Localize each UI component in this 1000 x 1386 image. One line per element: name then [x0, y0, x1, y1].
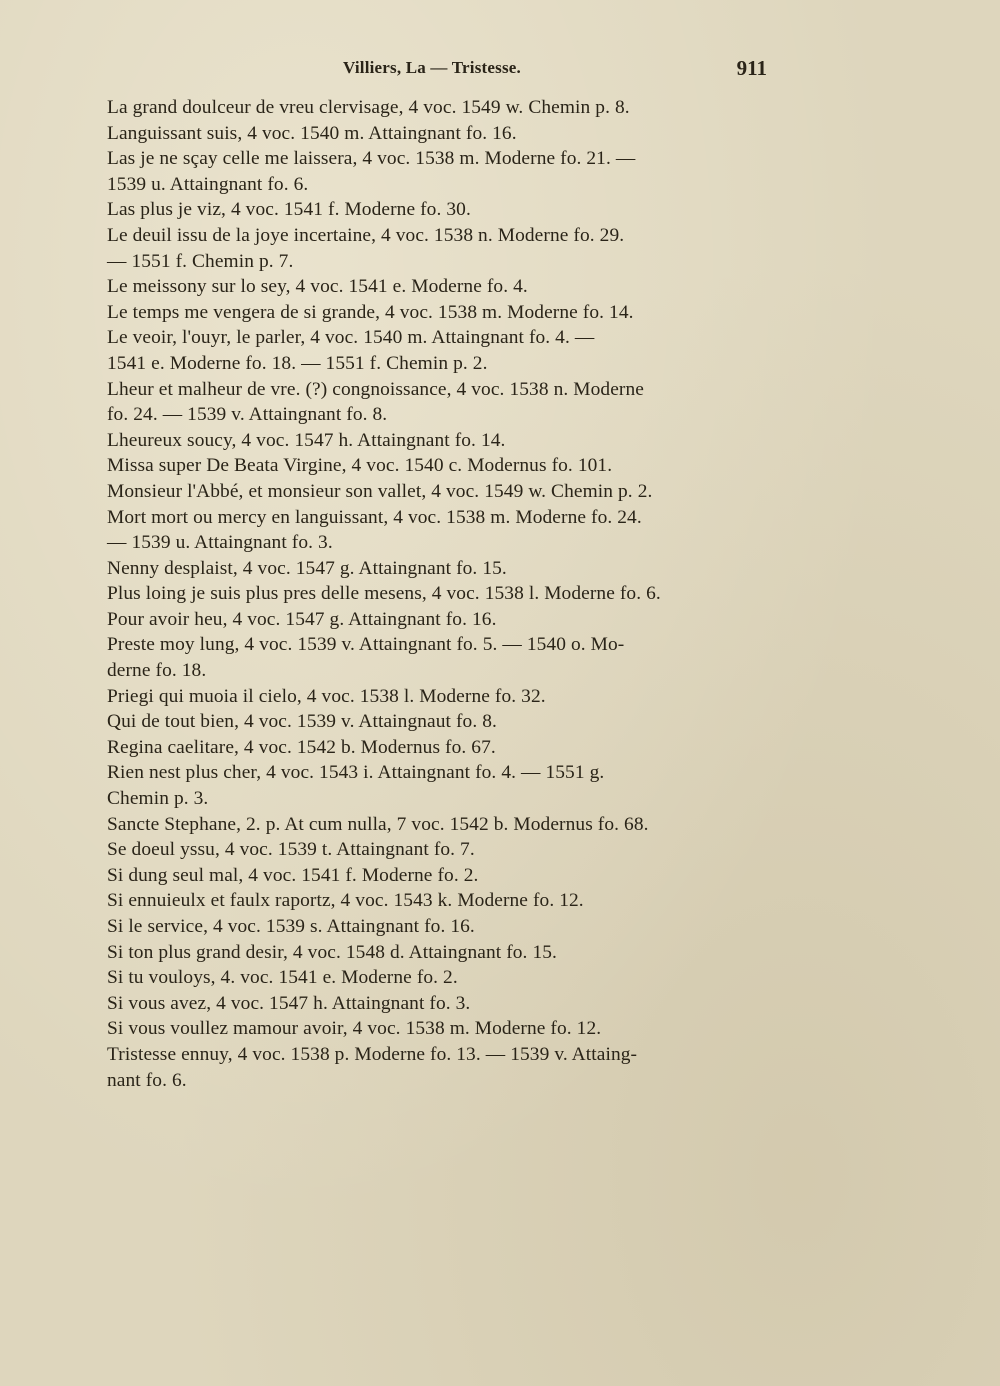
index-entry	[107, 223, 772, 274]
entry-line: La grand doulceur de vreu clervisage, 4 voc. 1549 w. Chemin p. 8.	[107, 97, 630, 118]
entry-continuation-line: 1539 u. Attaingnant fo. 6.	[107, 173, 309, 195]
entry-continuation-line: — 1539 u. Attaingnant fo. 3.	[107, 532, 333, 554]
entry-line: Mort mort ou mercy en languissant, 4 voc. 1538 m. Moderne fo. 24.	[107, 506, 642, 528]
entry-line: Qui de tout bien, 4 voc. 1539 v. Attaingnaut fo. 8.	[107, 711, 497, 733]
index-entry	[107, 1042, 772, 1093]
entry-line: Si tu vouloys, 4. voc. 1541 e. Moderne fo. 2.	[107, 967, 458, 989]
entry-line: Si le service, 4 voc. 1539 s. Attaingnant fo. 16.	[107, 916, 475, 937]
index-entry	[107, 121, 772, 147]
entry-line: Missa super De Beata Virgine, 4 voc. 1540 c. Modernus fo. 101.	[107, 455, 613, 477]
entry-line: Plus loing je suis plus pres delle mesens, 4 voc. 1538 l. Moderne fo. 6.	[107, 583, 661, 605]
entry-continuation-line: derne fo. 18.	[107, 660, 207, 682]
entry-line: Languissant suis, 4 voc. 1540 m. Attaingnant fo. 16.	[107, 122, 517, 144]
index-entry	[107, 914, 772, 940]
index-entry	[107, 632, 772, 683]
entry-line: Tristesse ennuy, 4 voc. 1538 p. Moderne fo. 13. — 1539 v. Attaing-	[107, 1043, 638, 1065]
index-entry	[107, 709, 772, 735]
index-entry-list	[107, 95, 772, 1093]
entry-line: Las plus je viz, 4 voc. 1541 f. Moderne fo. 30.	[107, 199, 471, 221]
index-entry	[107, 940, 772, 966]
index-entry	[107, 581, 772, 607]
page-header	[107, 56, 767, 86]
entry-line: Si dung seul mal, 4 voc. 1541 f. Moderne fo. 2.	[107, 864, 479, 886]
index-entry	[107, 274, 772, 300]
index-entry	[107, 888, 772, 914]
page-number: 911	[736, 56, 767, 80]
entry-line: Le temps me vengera de si grande, 4 voc. 1538 m. Moderne fo. 14.	[107, 301, 634, 323]
entry-line: Nenny desplaist, 4 voc. 1547 g. Attaingnant fo. 15.	[107, 557, 507, 579]
index-entry	[107, 377, 772, 428]
entry-continuation-line: nant fo. 6.	[107, 1069, 187, 1091]
index-entry	[107, 760, 772, 811]
entry-line: Lheur et malheur de vre. (?) congnoissance, 4 voc. 1538 n. Moderne	[107, 378, 644, 400]
index-entry	[107, 1016, 772, 1042]
index-entry	[107, 197, 772, 223]
entry-line: Le deuil issu de la joye incertaine, 4 voc. 1538 n. Moderne fo. 29.	[107, 224, 625, 246]
index-entry	[107, 812, 772, 838]
index-entry	[107, 965, 772, 991]
entry-continuation-line: — 1551 f. Chemin p. 7.	[107, 250, 294, 272]
index-entry	[107, 428, 772, 454]
index-entry	[107, 837, 772, 863]
entry-line: Sancte Stephane, 2. p. At cum nulla, 7 voc. 1542 b. Modernus fo. 68.	[107, 813, 649, 835]
index-entry	[107, 735, 772, 761]
entry-continuation-line: fo. 24. — 1539 v. Attaingnant fo. 8.	[107, 404, 388, 426]
entry-line: Rien nest plus cher, 4 voc. 1543 i. Attaingnant fo. 4. — 1551 g.	[107, 762, 605, 784]
entry-line: Lheureux soucy, 4 voc. 1547 h. Attaingnant fo. 14.	[107, 429, 506, 451]
entry-line: Le meissony sur lo sey, 4 voc. 1541 e. Moderne fo. 4.	[107, 276, 528, 298]
entry-line: Monsieur l'Abbé, et monsieur son vallet, 4 voc. 1549 w. Chemin p. 2.	[107, 480, 653, 502]
entry-line: Pour avoir heu, 4 voc. 1547 g. Attaingnant fo. 16.	[107, 608, 497, 630]
index-entry	[107, 505, 772, 556]
entry-line: Si ton plus grand desir, 4 voc. 1548 d. Attaingnant fo. 15.	[107, 941, 557, 963]
index-entry	[107, 479, 772, 505]
index-entry	[107, 991, 772, 1017]
index-entry	[107, 556, 772, 582]
entry-line: Regina caelitare, 4 voc. 1542 b. Modernus fo. 67.	[107, 736, 496, 758]
index-entry	[107, 325, 772, 376]
entry-line: Preste moy lung, 4 voc. 1539 v. Attaingnant fo. 5. — 1540 o. Mo-	[107, 634, 625, 656]
index-entry	[107, 146, 772, 197]
entry-line: Priegi qui muoia il cielo, 4 voc. 1538 l. Moderne fo. 32.	[107, 685, 546, 707]
index-entry	[107, 684, 772, 710]
index-entry	[107, 607, 772, 633]
entry-line: Si vous avez, 4 voc. 1547 h. Attaingnant fo. 3.	[107, 992, 471, 1014]
index-entry	[107, 95, 772, 121]
entry-continuation-line: 1541 e. Moderne fo. 18. — 1551 f. Chemin p. 2.	[107, 352, 488, 374]
entry-continuation-line: Chemin p. 3.	[107, 788, 209, 810]
entry-line: Le veoir, l'ouyr, le parler, 4 voc. 1540 m. Attaingnant fo. 4. —	[107, 327, 595, 349]
entry-line: Se doeul yssu, 4 voc. 1539 t. Attaingnant fo. 7.	[107, 839, 475, 861]
running-head: Villiers, La — Tristesse.	[343, 58, 521, 77]
index-entry	[107, 453, 772, 479]
entry-line: Las je ne sçay celle me laissera, 4 voc. 1538 m. Moderne fo. 21. —	[107, 148, 636, 170]
entry-line: Si ennuieulx et faulx raportz, 4 voc. 1543 k. Moderne fo. 12.	[107, 890, 584, 912]
index-entry	[107, 863, 772, 889]
entry-line: Si vous voullez mamour avoir, 4 voc. 1538 m. Moderne fo. 12.	[107, 1018, 602, 1040]
index-entry	[107, 300, 772, 326]
